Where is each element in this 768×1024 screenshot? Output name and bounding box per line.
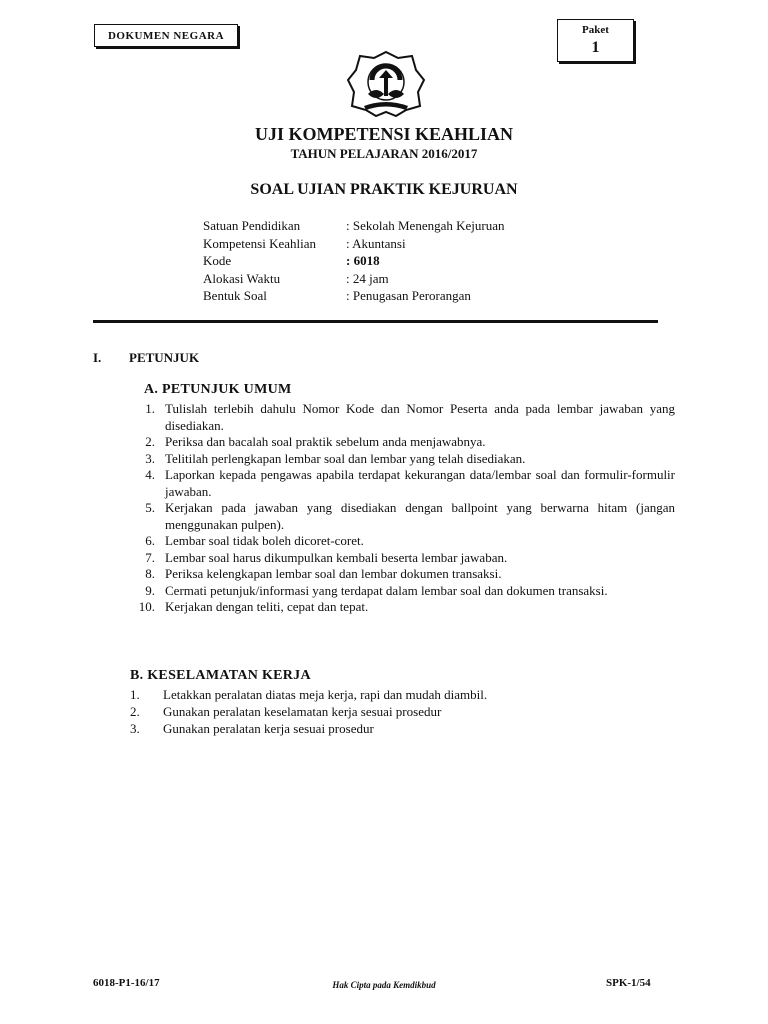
list-item	[130, 720, 487, 737]
item-text: Kerjakan dengan teliti, cepat dan tepat.	[165, 599, 369, 614]
item-number: 4.	[145, 467, 155, 482]
list-item	[130, 703, 487, 720]
section-title: PETUNJUK	[129, 350, 200, 365]
item-text: Periksa kelengkapan lembar soal dan lembar dokumen transaksi.	[165, 566, 502, 581]
item-text: Periksa dan bacalah soal praktik sebelum anda menjawabnya.	[165, 434, 486, 449]
list-item	[130, 599, 675, 616]
subsection-heading-keselamatan-kerja: B. KESELAMATAN KERJA	[130, 668, 311, 683]
list-item	[130, 566, 675, 583]
document-label	[94, 24, 238, 47]
info-row	[203, 252, 504, 270]
footer-code: 6018-P1-16/17	[93, 977, 160, 989]
info-row	[203, 270, 504, 288]
item-number: 3.	[130, 721, 140, 736]
info-label: Alokasi Waktu	[203, 270, 281, 286]
petunjuk-umum-list	[130, 401, 675, 616]
exam-title: SOAL UJIAN PRAKTIK KEJURUAN	[250, 181, 518, 198]
info-label: Satuan Pendidikan	[203, 218, 301, 233]
footer-page-number: SPK-1/54	[606, 977, 651, 989]
list-item	[130, 434, 675, 451]
list-item	[130, 467, 675, 500]
keselamatan-kerja-list	[130, 686, 487, 737]
list-item	[130, 550, 675, 567]
item-number: 1.	[130, 687, 140, 702]
item-number: 1.	[145, 401, 155, 416]
divider	[93, 320, 658, 323]
subsection-heading-petunjuk-umum: A. PETUNJUK UMUM	[144, 382, 292, 397]
info-label: Bentuk Soal	[203, 288, 267, 303]
info-value: : Penugasan Perorangan	[346, 288, 471, 303]
item-text: Telitilah perlengkapan lembar soal dan lembar yang telah disediakan.	[165, 450, 526, 466]
item-text: Lembar soal harus dikumpulkan kembali beserta lembar jawaban.	[165, 549, 508, 565]
item-number: 3.	[145, 450, 155, 466]
item-number: 6.	[145, 533, 155, 548]
list-item	[130, 583, 675, 600]
item-text: Laporkan kepada pengawas apabila terdapat kekurangan data/lembar soal dan formulir-formulir jawaban.	[165, 467, 675, 499]
item-number: 5.	[145, 500, 155, 515]
document-label-text: DOKUMEN NEGARA	[107, 29, 225, 42]
item-text: Cermati petunjuk/informasi yang terdapat dalam lembar soal dan dokumen transaksi.	[165, 582, 608, 598]
item-number: 2.	[130, 704, 140, 719]
info-label: Kompetensi Keahlian	[203, 235, 316, 251]
tut-wuri-handayani-logo	[346, 50, 426, 118]
list-item	[130, 401, 675, 434]
item-text: Gunakan peralatan kerja sesuai prosedur	[163, 721, 374, 736]
item-text: Lembar soal tidak boleh dicoret-coret.	[165, 533, 364, 548]
info-value: : 24 jam	[346, 270, 389, 286]
paket-label: Paket	[582, 24, 609, 36]
list-item	[130, 686, 487, 703]
info-row	[203, 287, 504, 305]
info-row	[203, 235, 504, 253]
item-number: 10.	[138, 599, 155, 614]
item-text: Kerjakan pada jawaban yang disediakan dengan ballpoint yang berwarna hitam (jangan menggunakan pulpen).	[165, 500, 675, 532]
item-text: Gunakan peralatan keselamatan kerja sesuai prosedur	[163, 704, 442, 719]
list-item	[130, 533, 675, 550]
paket-number: 1	[591, 39, 600, 56]
info-label: Kode	[203, 253, 232, 268]
info-value: : Sekolah Menengah Kejuruan	[346, 218, 505, 233]
section-number: I.	[93, 350, 102, 365]
exam-info-table	[203, 217, 504, 305]
page-title: UJI KOMPETENSI KEAHLIAN	[254, 124, 514, 144]
item-number: 8.	[145, 566, 155, 581]
paket-box	[557, 19, 634, 62]
item-number: 9.	[145, 582, 155, 598]
item-text: Tulislah terlebih dahulu Nomor Kode dan Nomor Peserta anda pada lembar jawaban yang disediakan.	[165, 401, 675, 433]
list-item	[130, 451, 675, 468]
info-value: : Akuntansi	[346, 235, 406, 251]
item-number: 2.	[145, 434, 155, 449]
footer-copyright: Hak Cipta pada Kemdikbud	[332, 980, 436, 990]
academic-year: TAHUN PELAJARAN 2016/2017	[290, 146, 478, 161]
info-value: : 6018	[346, 253, 380, 268]
item-number: 7.	[145, 549, 155, 565]
info-row	[203, 217, 504, 235]
item-text: Letakkan peralatan diatas meja kerja, rapi dan mudah diambil.	[163, 687, 488, 702]
list-item	[130, 500, 675, 533]
